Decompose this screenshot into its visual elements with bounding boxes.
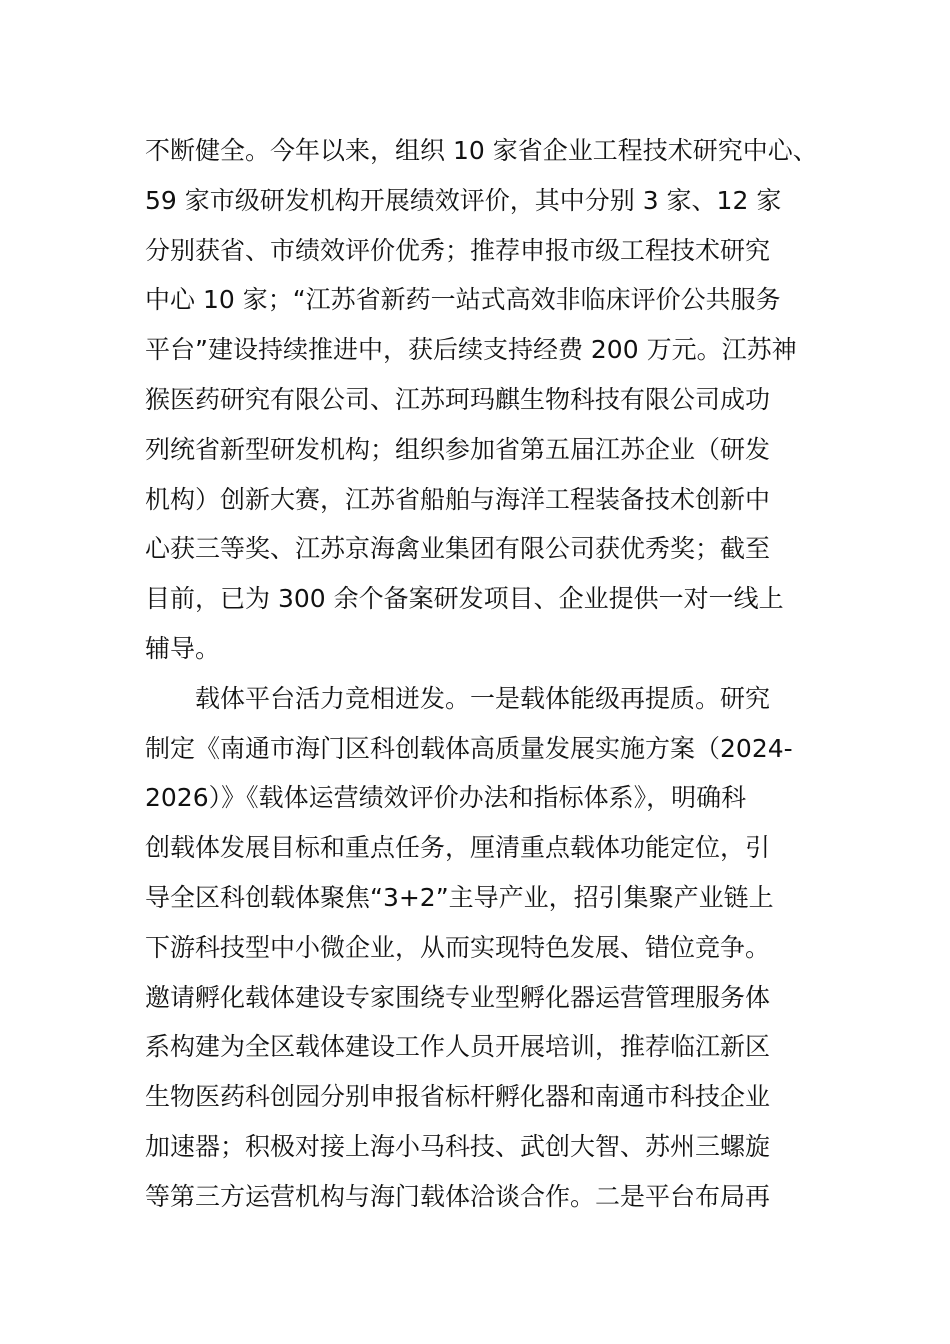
text-line: 制定《南通市海门区科创载体高质量发展实施方案（2024- [145,733,793,763]
text-line: 下游科技型中小微企业，从而实现特色发展、错位竞争。 [145,932,771,962]
text-line: 加速器；积极对接上海小马科技、武创大智、苏州三螺旋 [145,1131,771,1161]
text-line: 列统省新型研发机构；组织参加省第五届江苏企业（研发 [145,434,771,464]
text-line: 辅导。 [145,633,221,663]
text-line: 邀请孵化载体建设专家围绕专业型孵化器运营管理服务体 [145,982,771,1012]
text-line: 心获三等奖、江苏京海禽业集团有限公司获优秀奖；截至 [145,534,771,564]
text-line: 59 家市级研发机构开展绩效评价，其中分别 3 家、12 家 [145,185,782,215]
text-line: 机构）创新大赛，江苏省船舶与海洋工程装备技术创新中 [145,484,771,514]
text-line: 分别获省、市绩效评价优秀；推荐申报市级工程技术研究 [145,235,771,265]
text-line: 载体平台活力竞相迸发。一是载体能级再提质。研究 [195,683,771,713]
text-line: 不断健全。今年以来，组织 10 家省企业工程技术研究中心、 [145,136,818,165]
text-line: 猴医药研究有限公司、江苏珂玛麒生物科技有限公司成功 [145,384,771,414]
text-line: 导全区科创载体聚焦“3+2”主导产业，招引集聚产业链上 [145,882,774,912]
text-line: 创载体发展目标和重点任务，厘清重点载体功能定位，引 [145,833,771,863]
text-line: 生物医药科创园分别申报省标杆孵化器和南通市科技企业 [145,1082,771,1112]
text-line: 等第三方运营机构与海门载体洽谈合作。二是平台布局再 [145,1181,771,1211]
paragraph-2 [145,674,825,1222]
text-line: 2026）》《载体运营绩效评价办法和指标体系》，明确科 [145,783,747,813]
text-line: 中心 10 家；“江苏省新药一站式高效非临床评价公共服务 [145,285,781,315]
text-line: 平台”建设持续推进中，获后续支持经费 200 万元。江苏神 [145,335,797,365]
text-line: 系构建为全区载体建设工作人员开展培训，推荐临江新区 [145,1032,771,1062]
document-body [145,126,825,1222]
paragraph-1 [145,126,825,674]
text-line: 目前，已为 300 余个备案研发项目、企业提供一对一线上 [145,584,784,614]
